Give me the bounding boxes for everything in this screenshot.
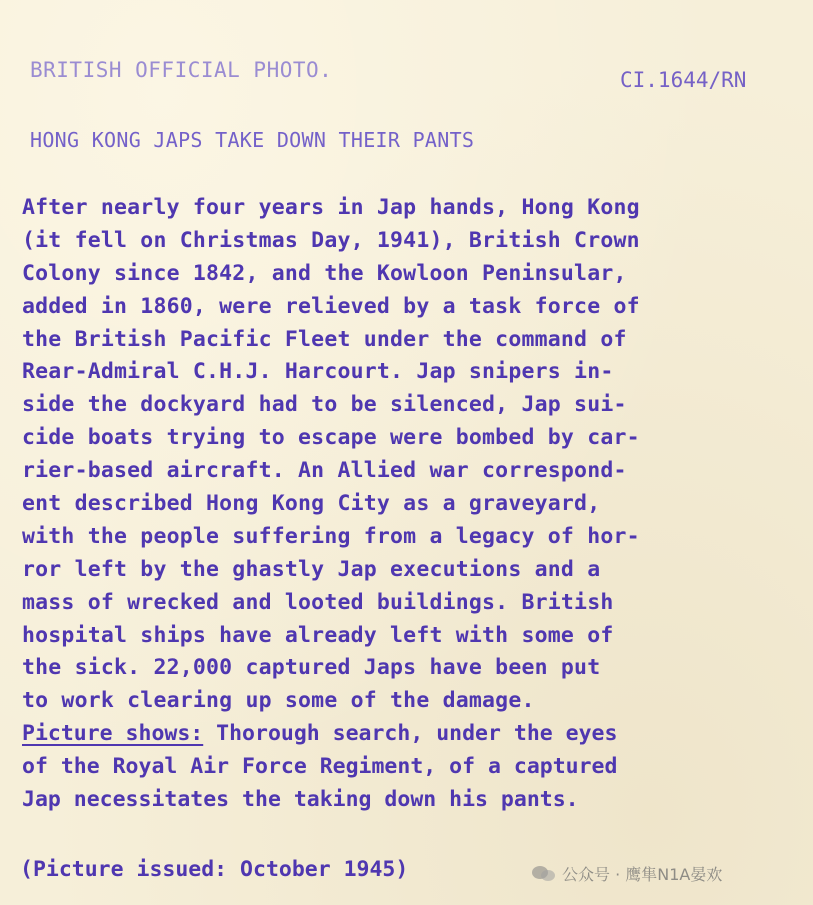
watermark xyxy=(532,862,722,885)
body-line: side the dockyard had to be silenced, Jap sui- xyxy=(22,392,627,418)
body-line: added in 1860, were relieved by a task force of xyxy=(22,293,640,319)
header-reference-number: CI.1644/RN xyxy=(620,68,747,92)
body-line: rier-based aircraft. An Allied war correspond- xyxy=(22,458,627,484)
headline: HONG KONG JAPS TAKE DOWN THEIR PANTS xyxy=(30,128,475,152)
body-text xyxy=(22,192,802,817)
caption-line-3: Jap necessitates the taking down his pants. xyxy=(22,787,579,813)
caption-label: Picture shows: xyxy=(22,721,204,747)
body-line: Rear-Admiral C.H.J. Harcourt. Jap snipers in- xyxy=(22,359,614,385)
watermark-text: 公众号 · 鹰隼N1A晏欢 xyxy=(562,865,723,884)
body-line: mass of wrecked and looted buildings. British xyxy=(22,589,614,615)
body-line: (it fell on Christmas Day, 1941), British Crown xyxy=(22,227,640,253)
issued-date: (Picture issued: October 1945) xyxy=(20,857,409,882)
caption-line-2: of the Royal Air Force Regiment, of a captured xyxy=(22,754,618,780)
body-line: the sick. 22,000 captured Japs have been put xyxy=(22,655,601,681)
body-line: ror left by the ghastly Jap executions and a xyxy=(22,556,601,582)
caption-line-1 xyxy=(22,718,802,751)
caption-text: Thorough search, under the eyes xyxy=(203,721,618,747)
body-line: cide boats trying to escape were bombed by car- xyxy=(22,425,640,451)
body-line: the British Pacific Fleet under the command of xyxy=(22,326,627,352)
body-line: with the people suffering from a legacy of hor- xyxy=(22,523,640,549)
body-line: hospital ships have already left with some of xyxy=(22,622,614,648)
body-line: After nearly four years in Jap hands, Hong Kong xyxy=(22,195,640,220)
body-line: Colony since 1842, and the Kowloon Peninsular, xyxy=(22,260,627,286)
body-line: to work clearing up some of the damage. xyxy=(22,688,535,714)
body-line: ent described Hong Kong City as a graveyard, xyxy=(22,491,601,517)
wechat-icon xyxy=(532,864,556,884)
header-source: BRITISH OFFICIAL PHOTO. xyxy=(30,58,333,82)
